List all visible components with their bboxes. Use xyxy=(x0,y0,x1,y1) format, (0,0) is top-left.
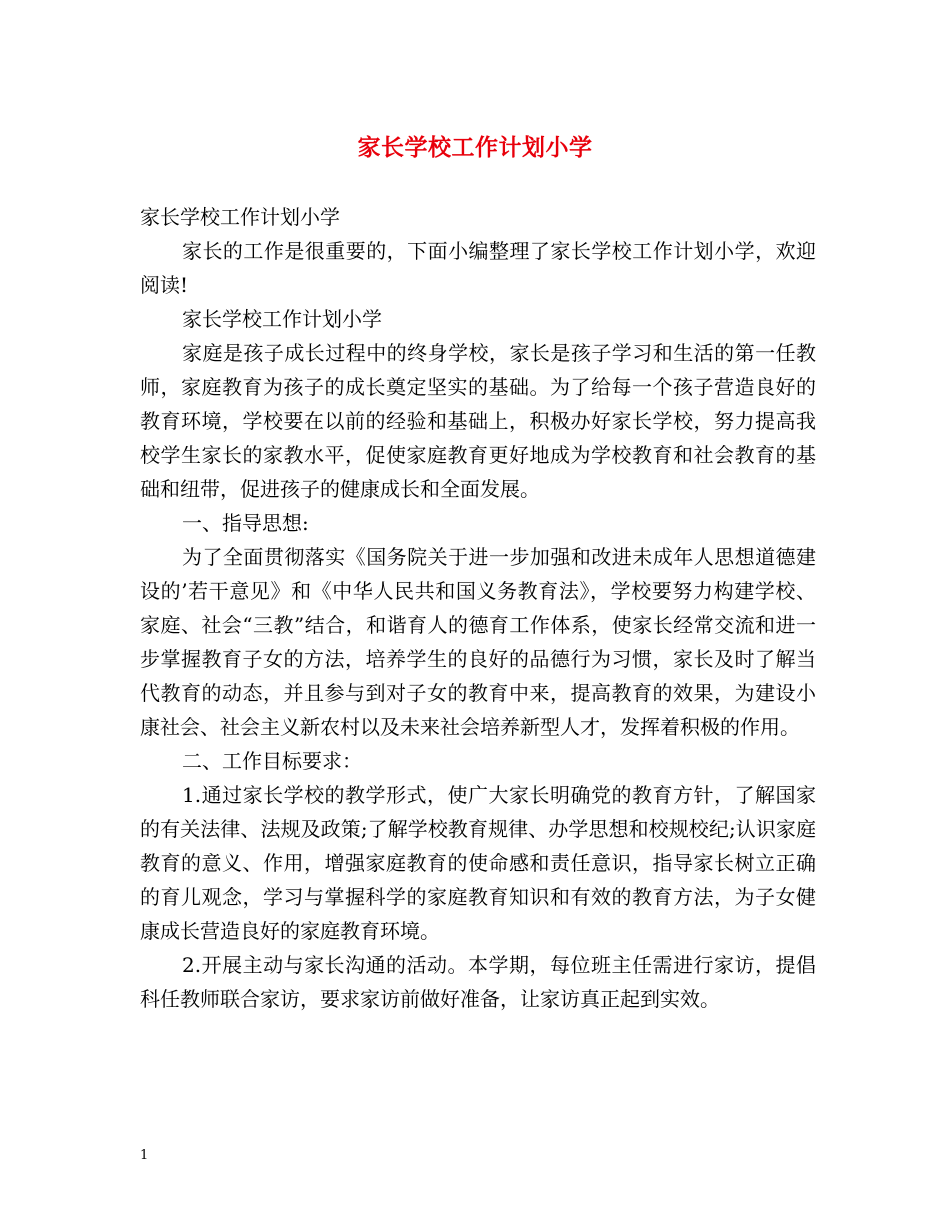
paragraph-heading: 家长学校工作计划小学 xyxy=(140,205,340,229)
paragraph-goal-2: 2.开展主动与家长沟通的活动。本学期，每位班主任需进行家访，提倡科任教师联合家访，要求家访前做好准备，让家访真正起到实效。 xyxy=(140,953,816,1011)
paragraph-preface: 家庭是孩子成长过程中的终身学校，家长是孩子学习和生活的第一任教师，家庭教育为孩子的成长奠定坚实的基础。为了给每一个孩子营造良好的教育环境，学校要在以前的经验和基础上，积极办好家长学校，努力提高我校学生家长的家教水平，促使家庭教育更好地成为学校教育和社会教育的基础和纽带，促进孩子的健康成长和全面发展。 xyxy=(140,341,816,501)
paragraph-goal-1: 1.通过家长学校的教学形式，使广大家长明确党的教育方针，了解国家的有关法律、法规及政策;了解学校教育规律、办学思想和校规校纪;认识家庭教育的意义、作用，增强家庭教育的使命感和责任意识，指导家长树立正确的育儿观念，学习与掌握科学的家庭教育知识和有效的教育方法，为子女健康成长营造良好的家庭教育环境。 xyxy=(140,783,816,943)
page-number: 1 xyxy=(140,1148,149,1163)
section-heading-work-goals: 二、工作目标要求： xyxy=(182,749,362,773)
paragraph-guiding-ideology: 为了全面贯彻落实《国务院关于进一步加强和改进未成年人思想道德建设的’若干意见》和《中华人民共和国义务教育法》，学校要努力构建学校、家庭、社会“三教”结合，和谐育人的德育工作体系，使家长经常交流和进一步掌握教育子女的方法，培养学生的良好的品德行为习惯，家长及时了解当代教育的动态，并且参与到对子女的教育中来，提高教育的效果，为建设小康社会、社会主义新农村以及未来社会培养新型人才，发挥着积极的作用。 xyxy=(140,545,816,739)
document-body xyxy=(140,200,816,1016)
paragraph-subtitle: 家长学校工作计划小学 xyxy=(182,307,382,331)
paragraph-intro: 家长的工作是很重要的，下面小编整理了家长学校工作计划小学，欢迎阅读! xyxy=(140,239,816,297)
document-title: 家长学校工作计划小学 xyxy=(357,134,593,161)
section-heading-guiding-ideology: 一、指导思想: xyxy=(182,511,309,535)
